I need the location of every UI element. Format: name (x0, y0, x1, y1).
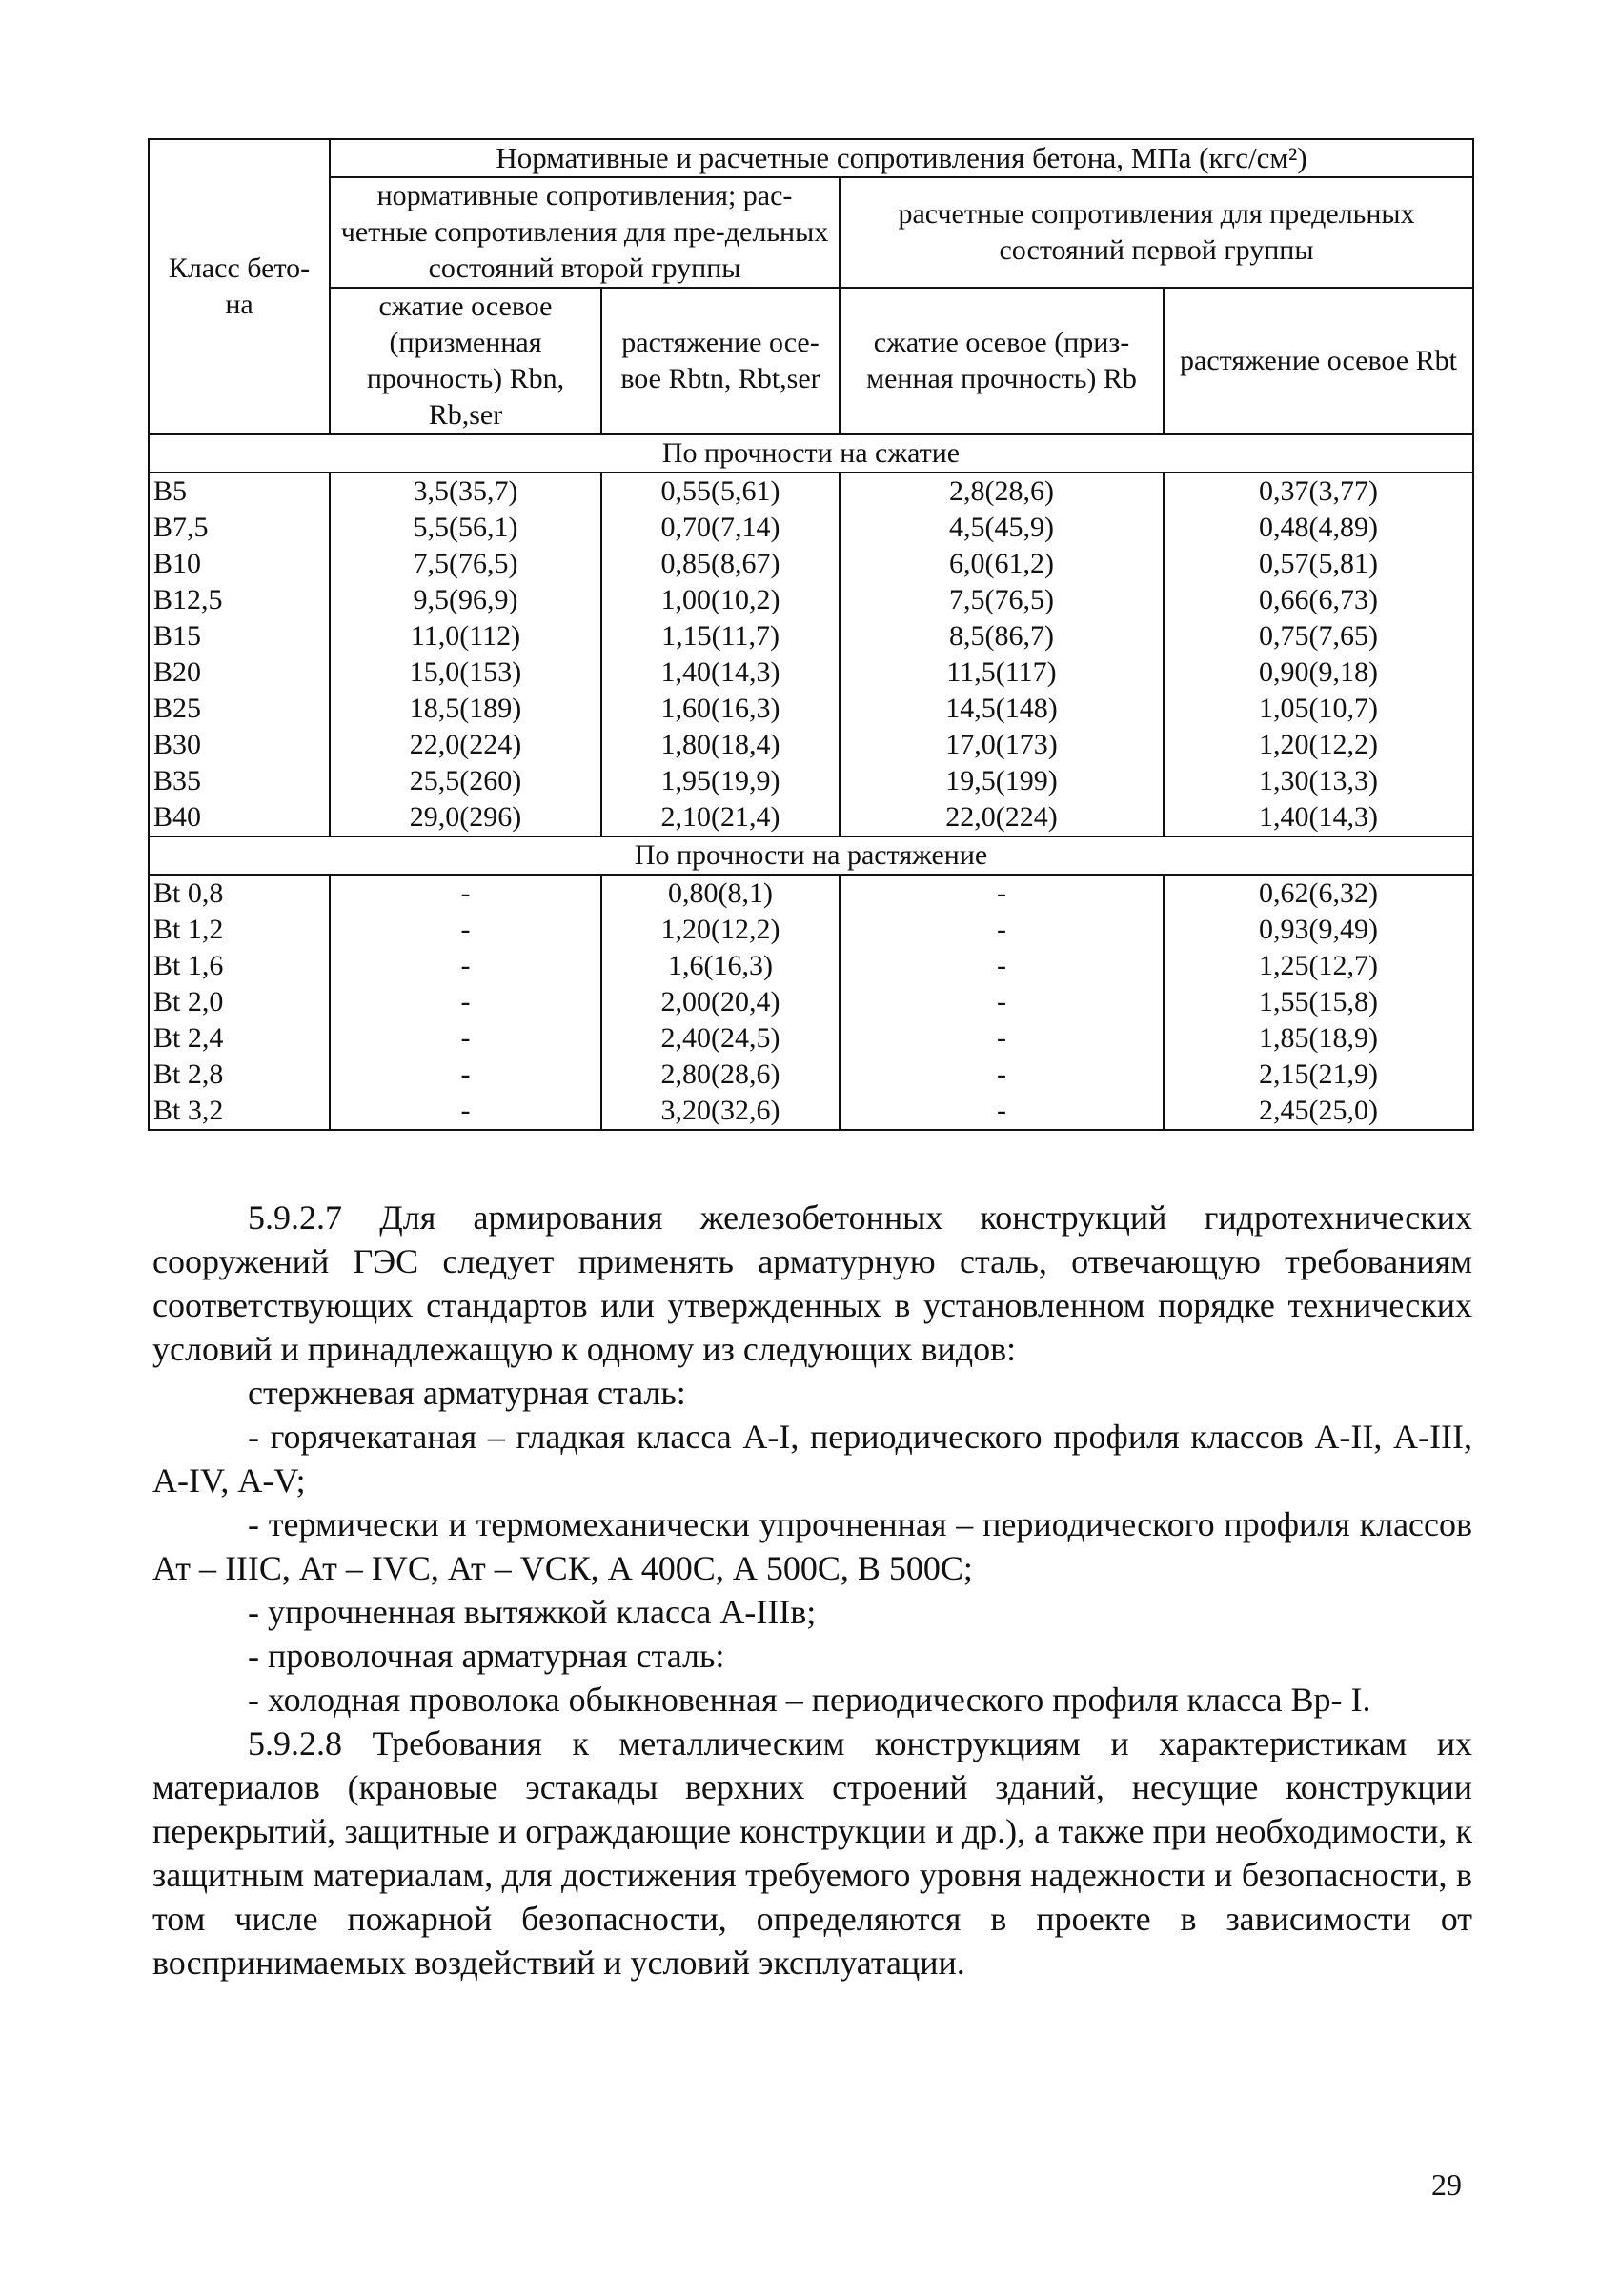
table-row (149, 546, 1473, 582)
column-header-tension-design: растяжение осевое Rbt (1164, 288, 1473, 434)
table-cell: - (840, 1020, 1164, 1057)
table-cell: 1,20(12,2) (601, 912, 840, 948)
concrete-resistance-table (148, 138, 1474, 1131)
table-cell: 19,5(199) (840, 763, 1164, 799)
table-cell: B7,5 (149, 510, 330, 546)
table-cell: 11,0(112) (330, 618, 601, 655)
table-cell: 0,57(5,81) (1164, 546, 1473, 582)
table-cell: 0,90(9,18) (1164, 655, 1473, 691)
table-cell: B20 (149, 655, 330, 691)
table-cell: 0,80(8,1) (601, 875, 840, 912)
table-cell: 18,5(189) (330, 691, 601, 727)
table-row (149, 582, 1473, 618)
table-cell: 11,5(117) (840, 655, 1164, 691)
table-cell: 1,15(11,7) (601, 618, 840, 655)
table-row (149, 510, 1473, 546)
paragraph: - упрочненная вытяжкой класса А-IIIв; (248, 1593, 817, 1631)
table-cell: 0,62(6,32) (1164, 875, 1473, 912)
table-cell: 1,40(14,3) (601, 655, 840, 691)
table-cell: Bt 2,8 (149, 1057, 330, 1093)
table-cell: - (840, 948, 1164, 984)
table-cell: Bt 1,6 (149, 948, 330, 984)
table-cell: - (840, 1093, 1164, 1130)
table-cell: 1,85(18,9) (1164, 1020, 1473, 1057)
table-cell: 2,80(28,6) (601, 1057, 840, 1093)
table-cell: B30 (149, 727, 330, 763)
table-cell: 0,75(7,65) (1164, 618, 1473, 655)
table-cell: 1,00(10,2) (601, 582, 840, 618)
group-header-design: расчетные сопротивления для предельных состояний первой группы (840, 177, 1473, 288)
table-cell: B25 (149, 691, 330, 727)
table-cell: 15,0(153) (330, 655, 601, 691)
table-cell: 17,0(173) (840, 727, 1164, 763)
table-cell: B5 (149, 473, 330, 510)
table-cell: B15 (149, 618, 330, 655)
table-cell: - (330, 912, 601, 948)
table-cell: 1,30(13,3) (1164, 763, 1473, 799)
table-cell: 2,8(28,6) (840, 473, 1164, 510)
table-row (149, 984, 1473, 1020)
table-cell: 0,93(9,49) (1164, 912, 1473, 948)
paragraph: - проволочная арматурная сталь: (248, 1637, 725, 1675)
table-cell: 7,5(76,5) (840, 582, 1164, 618)
table-cell: 1,95(19,9) (601, 763, 840, 799)
page-number: 29 (1431, 2167, 1462, 2202)
table-main-header: Нормативные и расчетные сопротивления бетона, МПа (кгс/см²) (330, 139, 1473, 177)
table-cell: 0,66(6,73) (1164, 582, 1473, 618)
paragraph: 5.9.2.7 Для армирования железобетонных конструкций гидротехнических сооружений ГЭС следует применять арматурную сталь, отвечающую требованиям соответствующих стандартов или утвержденных в установленном порядке технических условий и принадлежащую к одному из следующих видов: (152, 1198, 1472, 1368)
table-cell: - (840, 912, 1164, 948)
table-cell: - (330, 1093, 601, 1130)
table-cell: Bt 0,8 (149, 875, 330, 912)
paragraph: стержневая арматурная сталь: (248, 1374, 686, 1412)
table-cell: Bt 1,2 (149, 912, 330, 948)
table-row (149, 799, 1473, 836)
table-cell: 0,70(7,14) (601, 510, 840, 546)
table-cell: 1,40(14,3) (1164, 799, 1473, 836)
table-cell: Bt 2,0 (149, 984, 330, 1020)
table-row (149, 948, 1473, 984)
table-cell: 0,48(4,89) (1164, 510, 1473, 546)
table-cell: 0,55(5,61) (601, 473, 840, 510)
table-cell: 9,5(96,9) (330, 582, 601, 618)
table-cell: 1,25(12,7) (1164, 948, 1473, 984)
table-cell: 2,00(20,4) (601, 984, 840, 1020)
table-cell: 6,0(61,2) (840, 546, 1164, 582)
table-cell: 1,80(18,4) (601, 727, 840, 763)
table-cell: 7,5(76,5) (330, 546, 601, 582)
table-row (149, 618, 1473, 655)
table-row (149, 655, 1473, 691)
table-cell: 8,5(86,7) (840, 618, 1164, 655)
table-row (149, 691, 1473, 727)
table-cell: B35 (149, 763, 330, 799)
table-cell: 1,20(12,2) (1164, 727, 1473, 763)
column-header-compression-design: сжатие осевое (приз-менная прочность) Rb (840, 288, 1164, 434)
table-cell: B12,5 (149, 582, 330, 618)
table-cell: 2,40(24,5) (601, 1020, 840, 1057)
table-cell: 4,5(45,9) (840, 510, 1164, 546)
column-header-tension-normative: растяжение осе-вое Rbtn, Rbt,ser (601, 288, 840, 434)
table-cell: 1,6(16,3) (601, 948, 840, 984)
table-cell: - (840, 875, 1164, 912)
table-cell: 2,15(21,9) (1164, 1057, 1473, 1093)
table-cell: 0,37(3,77) (1164, 473, 1473, 510)
table-cell: 5,5(56,1) (330, 510, 601, 546)
table-row (149, 1057, 1473, 1093)
table-cell: 0,85(8,67) (601, 546, 840, 582)
table-row (149, 473, 1473, 510)
paragraph: - холодная проволока обыкновенная – периодического профиля класса Вр- I. (248, 1681, 1371, 1719)
table-cell: - (840, 1057, 1164, 1093)
table-cell: 22,0(224) (840, 799, 1164, 836)
paragraph: - горячекатаная – гладкая класса А-I, периодического профиля классов А-II, А-III, А-IV, А-V; (152, 1418, 1472, 1500)
compression-rows (149, 473, 1473, 836)
table-row (149, 1093, 1473, 1130)
column-header-compression-normative: сжатие осевое (призменная прочность) Rbn, Rb,ser (330, 288, 601, 434)
table-cell: Bt 2,4 (149, 1020, 330, 1057)
table-cell: 25,5(260) (330, 763, 601, 799)
table-cell: Bt 3,2 (149, 1093, 330, 1130)
table-row (149, 763, 1473, 799)
section-header-tension: По прочности на растяжение (149, 836, 1473, 875)
table-cell: - (330, 1057, 601, 1093)
table-cell: 14,5(148) (840, 691, 1164, 727)
table-cell: 2,10(21,4) (601, 799, 840, 836)
table-row (149, 912, 1473, 948)
table-cell: B40 (149, 799, 330, 836)
table-cell: 29,0(296) (330, 799, 601, 836)
table-cell: - (330, 875, 601, 912)
group-header-normative: нормативные сопротивления; рас-четные сопротивления для пре-дельных состояний второй группы (330, 177, 840, 288)
table-cell: - (330, 948, 601, 984)
paragraph: - термически и термомеханически упрочненная – периодического профиля классов Ат – IIIС, Ат – IVС, Ат – VСК, А 400С, А 500С, В 500С; (152, 1505, 1472, 1587)
table-cell: 3,5(35,7) (330, 473, 601, 510)
table-cell: - (840, 984, 1164, 1020)
table-cell: 1,05(10,7) (1164, 691, 1473, 727)
tension-rows (149, 875, 1473, 1130)
table-cell: 3,20(32,6) (601, 1093, 840, 1130)
paragraph: 5.9.2.8 Требования к металлическим конструкциям и характеристикам их материалов (крановые эстакады верхних строений зданий, несущие конструкции перекрытий, защитные и ограждающие конструкции и др.), а также при необходимости, к защитным материалам, для достижения требуемого уровня надежности и безопасности, в том числе пожарной безопасности, определяются в проекте в зависимости от воспринимаемых воздействий и условий эксплуатации. (152, 1724, 1472, 1982)
table-cell: 1,55(15,8) (1164, 984, 1473, 1020)
section-header-compression: По прочности на сжатие (149, 434, 1473, 473)
table-cell: 2,45(25,0) (1164, 1093, 1473, 1130)
table-cell: B10 (149, 546, 330, 582)
table-row (149, 1020, 1473, 1057)
table-row (149, 875, 1473, 912)
table-cell: 22,0(224) (330, 727, 601, 763)
table-row (149, 727, 1473, 763)
table-cell: - (330, 1020, 601, 1057)
table-cell: 1,60(16,3) (601, 691, 840, 727)
body-text (152, 1196, 1472, 1984)
column-header-class: Класс бето-на (149, 139, 330, 434)
table-cell: - (330, 984, 601, 1020)
